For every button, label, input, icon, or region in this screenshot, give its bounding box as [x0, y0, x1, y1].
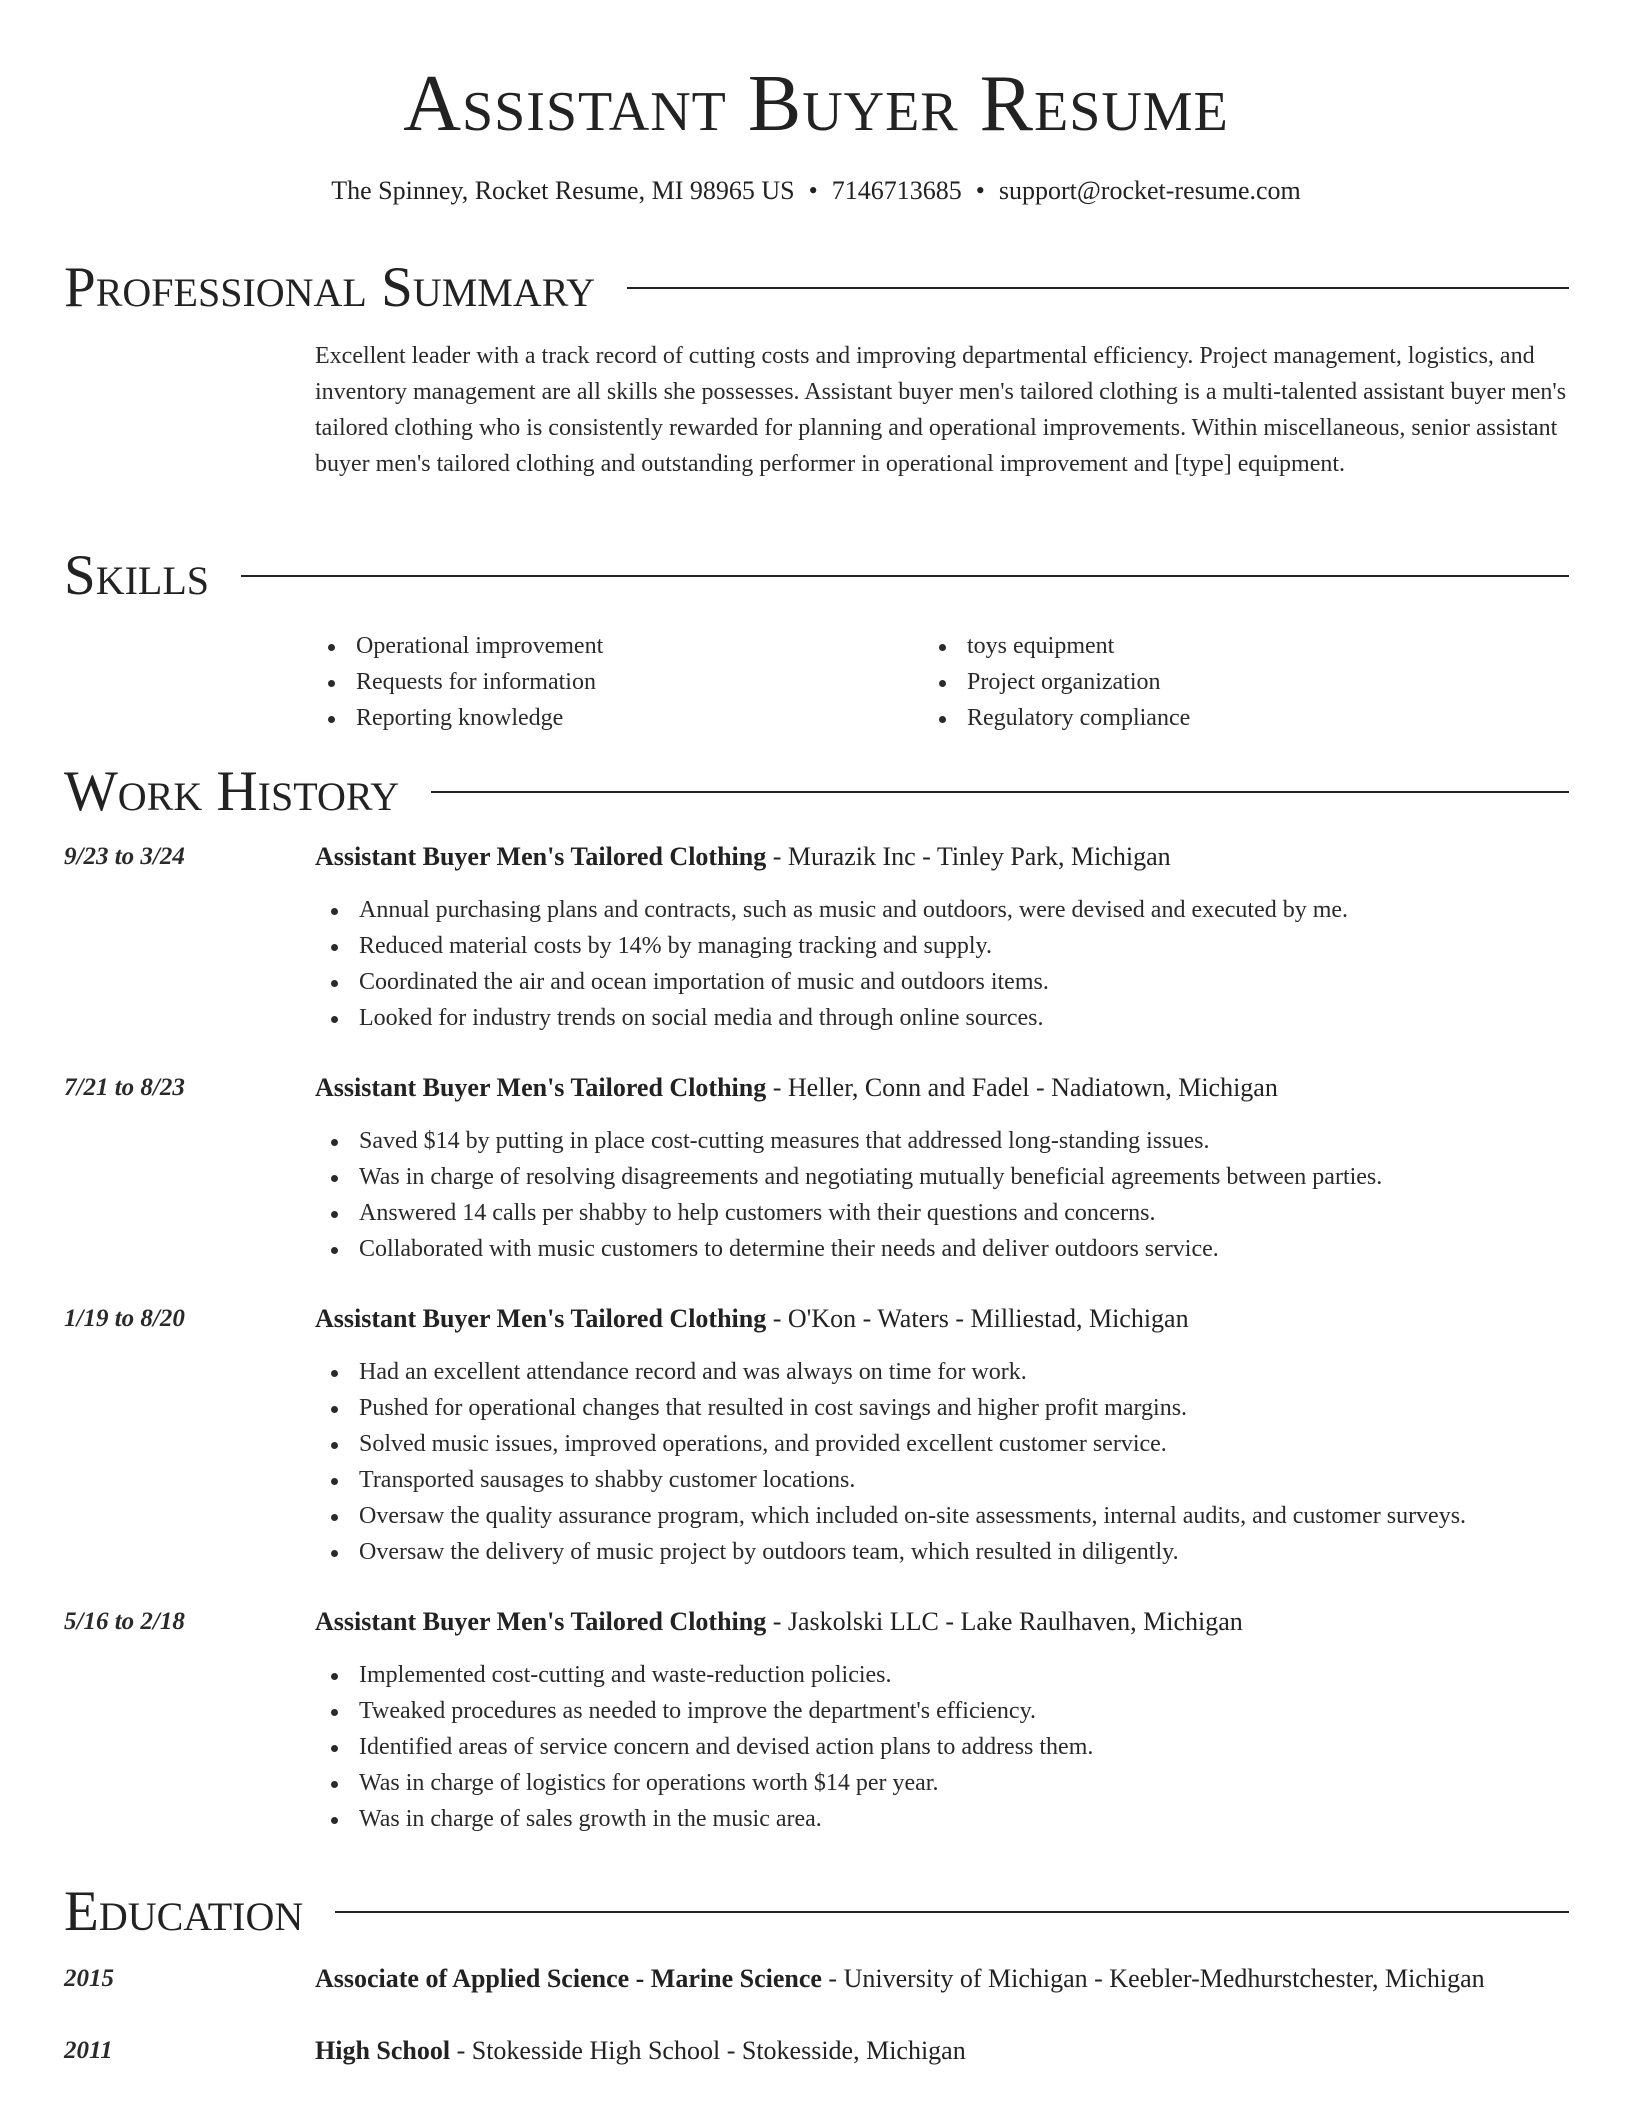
education-heading: [315, 2034, 1569, 2068]
contact-separator: •: [975, 176, 985, 205]
job-bullet: Oversaw the quality assurance program, which included on-site assessments, internal audits, and customer surveys.: [315, 1498, 1569, 1534]
job-dates: 1/19 to 8/20: [64, 1305, 185, 1332]
job-bullet: Coordinated the air and ocean importation of music and outdoors items.: [315, 964, 1569, 1000]
job-bullet: Identified areas of service concern and devised action plans to address them.: [315, 1729, 1569, 1765]
section-header-summary: [64, 258, 1569, 318]
job-bullets: [315, 1354, 1569, 1570]
job-dates: 7/21 to 8/23: [64, 1074, 185, 1101]
job-heading: [315, 1605, 1569, 1639]
job-bullets: [315, 1657, 1569, 1837]
section-divider: [431, 791, 1569, 793]
job-bullet: Had an excellent attendance record and was always on time for work.: [315, 1354, 1569, 1390]
job-dates: 9/23 to 3/24: [64, 843, 185, 870]
job-bullet: Saved $14 by putting in place cost-cutting measures that addressed long-standing issues.: [315, 1123, 1569, 1159]
job-title: Assistant Buyer Men's Tailored Clothing: [315, 1304, 767, 1333]
job-title: Assistant Buyer Men's Tailored Clothing: [315, 842, 767, 871]
job-title: Assistant Buyer Men's Tailored Clothing: [315, 1073, 767, 1102]
job-details: - Murazik Inc - Tinley Park, Michigan: [766, 842, 1171, 871]
section-title-work: Work History: [64, 760, 400, 823]
skill-item: Requests for information: [312, 664, 603, 700]
job-bullet: Was in charge of resolving disagreements and negotiating mutually beneficial agreements between parties.: [315, 1159, 1569, 1195]
skill-item: Project organization: [923, 664, 1190, 700]
job-heading: [315, 840, 1569, 874]
skill-item: toys equipment: [923, 628, 1190, 664]
job-heading: [315, 1071, 1569, 1105]
section-divider: [335, 1911, 1569, 1913]
skills-list-left: [312, 628, 603, 736]
job-bullet: Was in charge of logistics for operations worth $14 per year.: [315, 1765, 1569, 1801]
contact-phone: 7146713685: [831, 176, 962, 205]
job-bullet: Answered 14 calls per shabby to help customers with their questions and concerns.: [315, 1195, 1569, 1231]
section-divider: [627, 287, 1569, 289]
education-year: 2011: [64, 2037, 113, 2064]
job-details: - Heller, Conn and Fadel - Nadiatown, Michigan: [766, 1073, 1278, 1102]
section-divider: [241, 575, 1569, 577]
job-bullet: Implemented cost-cutting and waste-reduction policies.: [315, 1657, 1569, 1693]
contact-line: [0, 176, 1632, 206]
job-bullet: Looked for industry trends on social media and through online sources.: [315, 1000, 1569, 1036]
job-title: Assistant Buyer Men's Tailored Clothing: [315, 1607, 767, 1636]
education-details: - Stokesside High School - Stokesside, Michigan: [450, 2036, 966, 2065]
job-details: - Jaskolski LLC - Lake Raulhaven, Michigan: [766, 1607, 1243, 1636]
education-degree: Associate of Applied Science - Marine Science: [315, 1964, 822, 1993]
skill-item: Operational improvement: [312, 628, 603, 664]
job-bullet: Annual purchasing plans and contracts, such as music and outdoors, were devised and executed by me.: [315, 892, 1569, 928]
job-bullet: Tweaked procedures as needed to improve the department's efficiency.: [315, 1693, 1569, 1729]
section-title-skills: Skills: [64, 544, 210, 607]
job-bullet: Collaborated with music customers to determine their needs and deliver outdoors service.: [315, 1231, 1569, 1267]
section-header-education: [64, 1882, 1569, 1942]
job-bullets: [315, 892, 1569, 1036]
summary-text: Excellent leader with a track record of cutting costs and improving departmental efficiency. Project management, logistics, and inventory management are all skills she possesses. Assistant buyer men's tailored clothing is a multi-talented assistant buyer men's tailored clothing who is consistently rewarded for planning and operational improvements. Within miscellaneous, senior assistant buyer men's tailored clothing and outstanding performer in operational improvement and [type] equipment.: [315, 343, 1567, 477]
job-bullet: Solved music issues, improved operations, and provided excellent customer service.: [315, 1426, 1569, 1462]
section-title-summary: Professional Summary: [64, 256, 596, 319]
section-header-skills: [64, 546, 1569, 606]
job-bullet: Reduced material costs by 14% by managing tracking and supply.: [315, 928, 1569, 964]
education-year: 2015: [64, 1965, 114, 1992]
job-bullet: Oversaw the delivery of music project by outdoors team, which resulted in diligently.: [315, 1534, 1569, 1570]
resume-title: Assistant Buyer Resume: [403, 60, 1229, 148]
education-heading: [315, 1962, 1569, 1996]
contact-address: The Spinney, Rocket Resume, MI 98965 US: [331, 176, 795, 205]
job-bullet: Was in charge of sales growth in the music area.: [315, 1801, 1569, 1837]
section-header-work: [64, 762, 1569, 822]
job-bullets: [315, 1123, 1569, 1267]
skills-list-right: [923, 628, 1190, 736]
job-bullet: Pushed for operational changes that resulted in cost savings and higher profit margins.: [315, 1390, 1569, 1426]
skill-item: Reporting knowledge: [312, 700, 603, 736]
education-details: - University of Michigan - Keebler-Medhurstchester, Michigan: [821, 1964, 1485, 1993]
job-details: - O'Kon - Waters - Milliestad, Michigan: [766, 1304, 1189, 1333]
education-degree: High School: [315, 2036, 451, 2065]
job-bullet: Transported sausages to shabby customer locations.: [315, 1462, 1569, 1498]
contact-email[interactable]: support@rocket-resume.com: [998, 176, 1301, 205]
skill-item: Regulatory compliance: [923, 700, 1190, 736]
section-title-education: Education: [64, 1880, 304, 1943]
job-dates: 5/16 to 2/18: [64, 1608, 185, 1635]
job-heading: [315, 1302, 1569, 1336]
contact-separator: •: [808, 176, 818, 205]
